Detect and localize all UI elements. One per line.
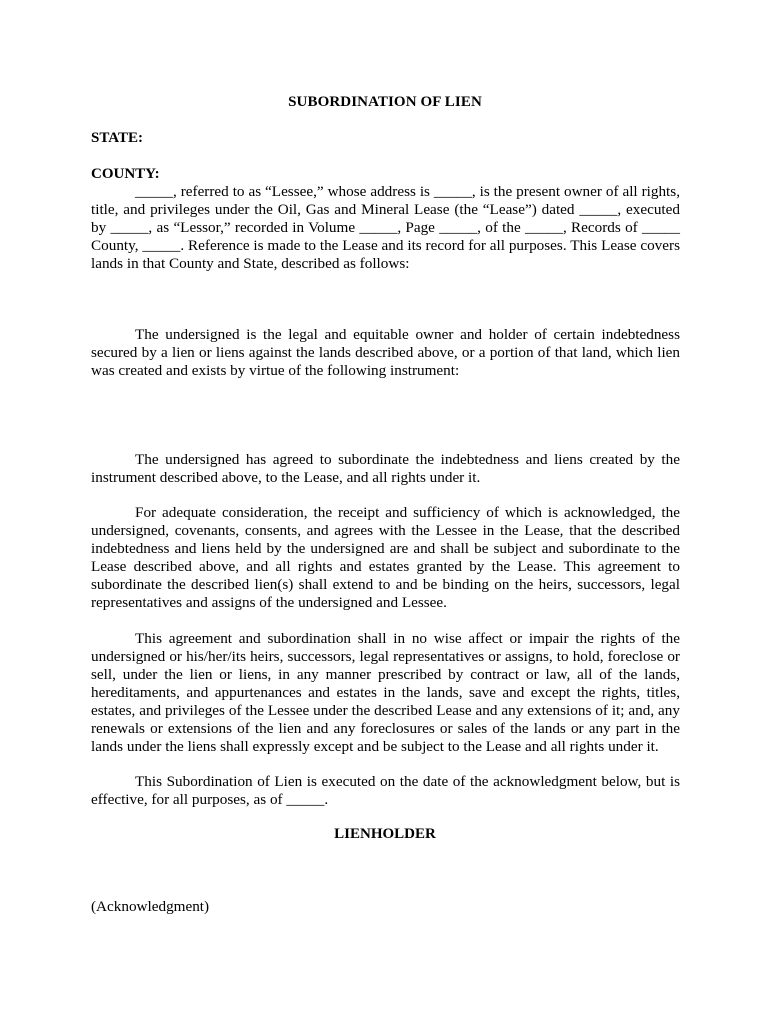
consideration-paragraph: For adequate consideration, the receipt and sufficiency of which is acknowledged, the undersigned, covenants, consents, and agrees with the Lessee in the Lease, that the described indebtedness and liens held by the undersigned are and shall be subject and subordinate to the Lease described above, and all rights and estates granted by the Lease. This agreement to subordinate the described lien(s) shall extend to and be binding on the heirs, successors, legal representatives and assigns of the undersigned and Lessee. [91,504,680,611]
indebtedness-paragraph: The undersigned is the legal and equitable owner and holder of certain indebtedness secured by a lien or liens against the lands described above, or a portion of that land, which lien was created and exists by virtue of the following instrument: [91,326,680,379]
rights-paragraph: This agreement and subordination shall in no wise affect or impair the rights of the undersigned or his/her/its heirs, successors, legal representatives or assigns, to hold, foreclose or sell, under the lien or liens, in any manner prescribed by contract or law, all of the lands, hereditaments, and appurtenances and estates in the lands, save and except the rights, titles, estates, and privileges of the Lessee under the described Lease and any extensions of it; and, any renewals or extensions of the lien and any foreclosures or sales of the lands or any part in the lands under the liens shall expressly except and be subject to the Lease and all rights under it. [91,630,680,755]
acknowledgment-label: (Acknowledgment) [91,898,210,915]
lienholder-heading: LIENHOLDER [334,826,436,842]
effective-date-paragraph: This Subordination of Lien is executed on the date of the acknowledgment below, but is effective, for all purposes, as of _____. [91,773,680,808]
state-label: STATE: [91,130,143,146]
document-title: SUBORDINATION OF LIEN [288,94,482,110]
lease-description-paragraph: _____, referred to as “Lessee,” whose address is _____, is the present owner of all rights, title, and privileges under the Oil, Gas and Mineral Lease (the “Lease”) dated _____, executed by _____, as “Lessor,” recorded in Volume _____, Page _____, of the _____, Records of _____ County, _____. Reference is made to the Lease and its record for all purposes. This Lease covers lands in that County and State, described as follows: [91,183,680,272]
county-label: COUNTY: [91,166,160,182]
agreement-paragraph: The undersigned has agreed to subordinate the indebtedness and liens created by the instrument described above, to the Lease, and all rights under it. [91,451,680,486]
